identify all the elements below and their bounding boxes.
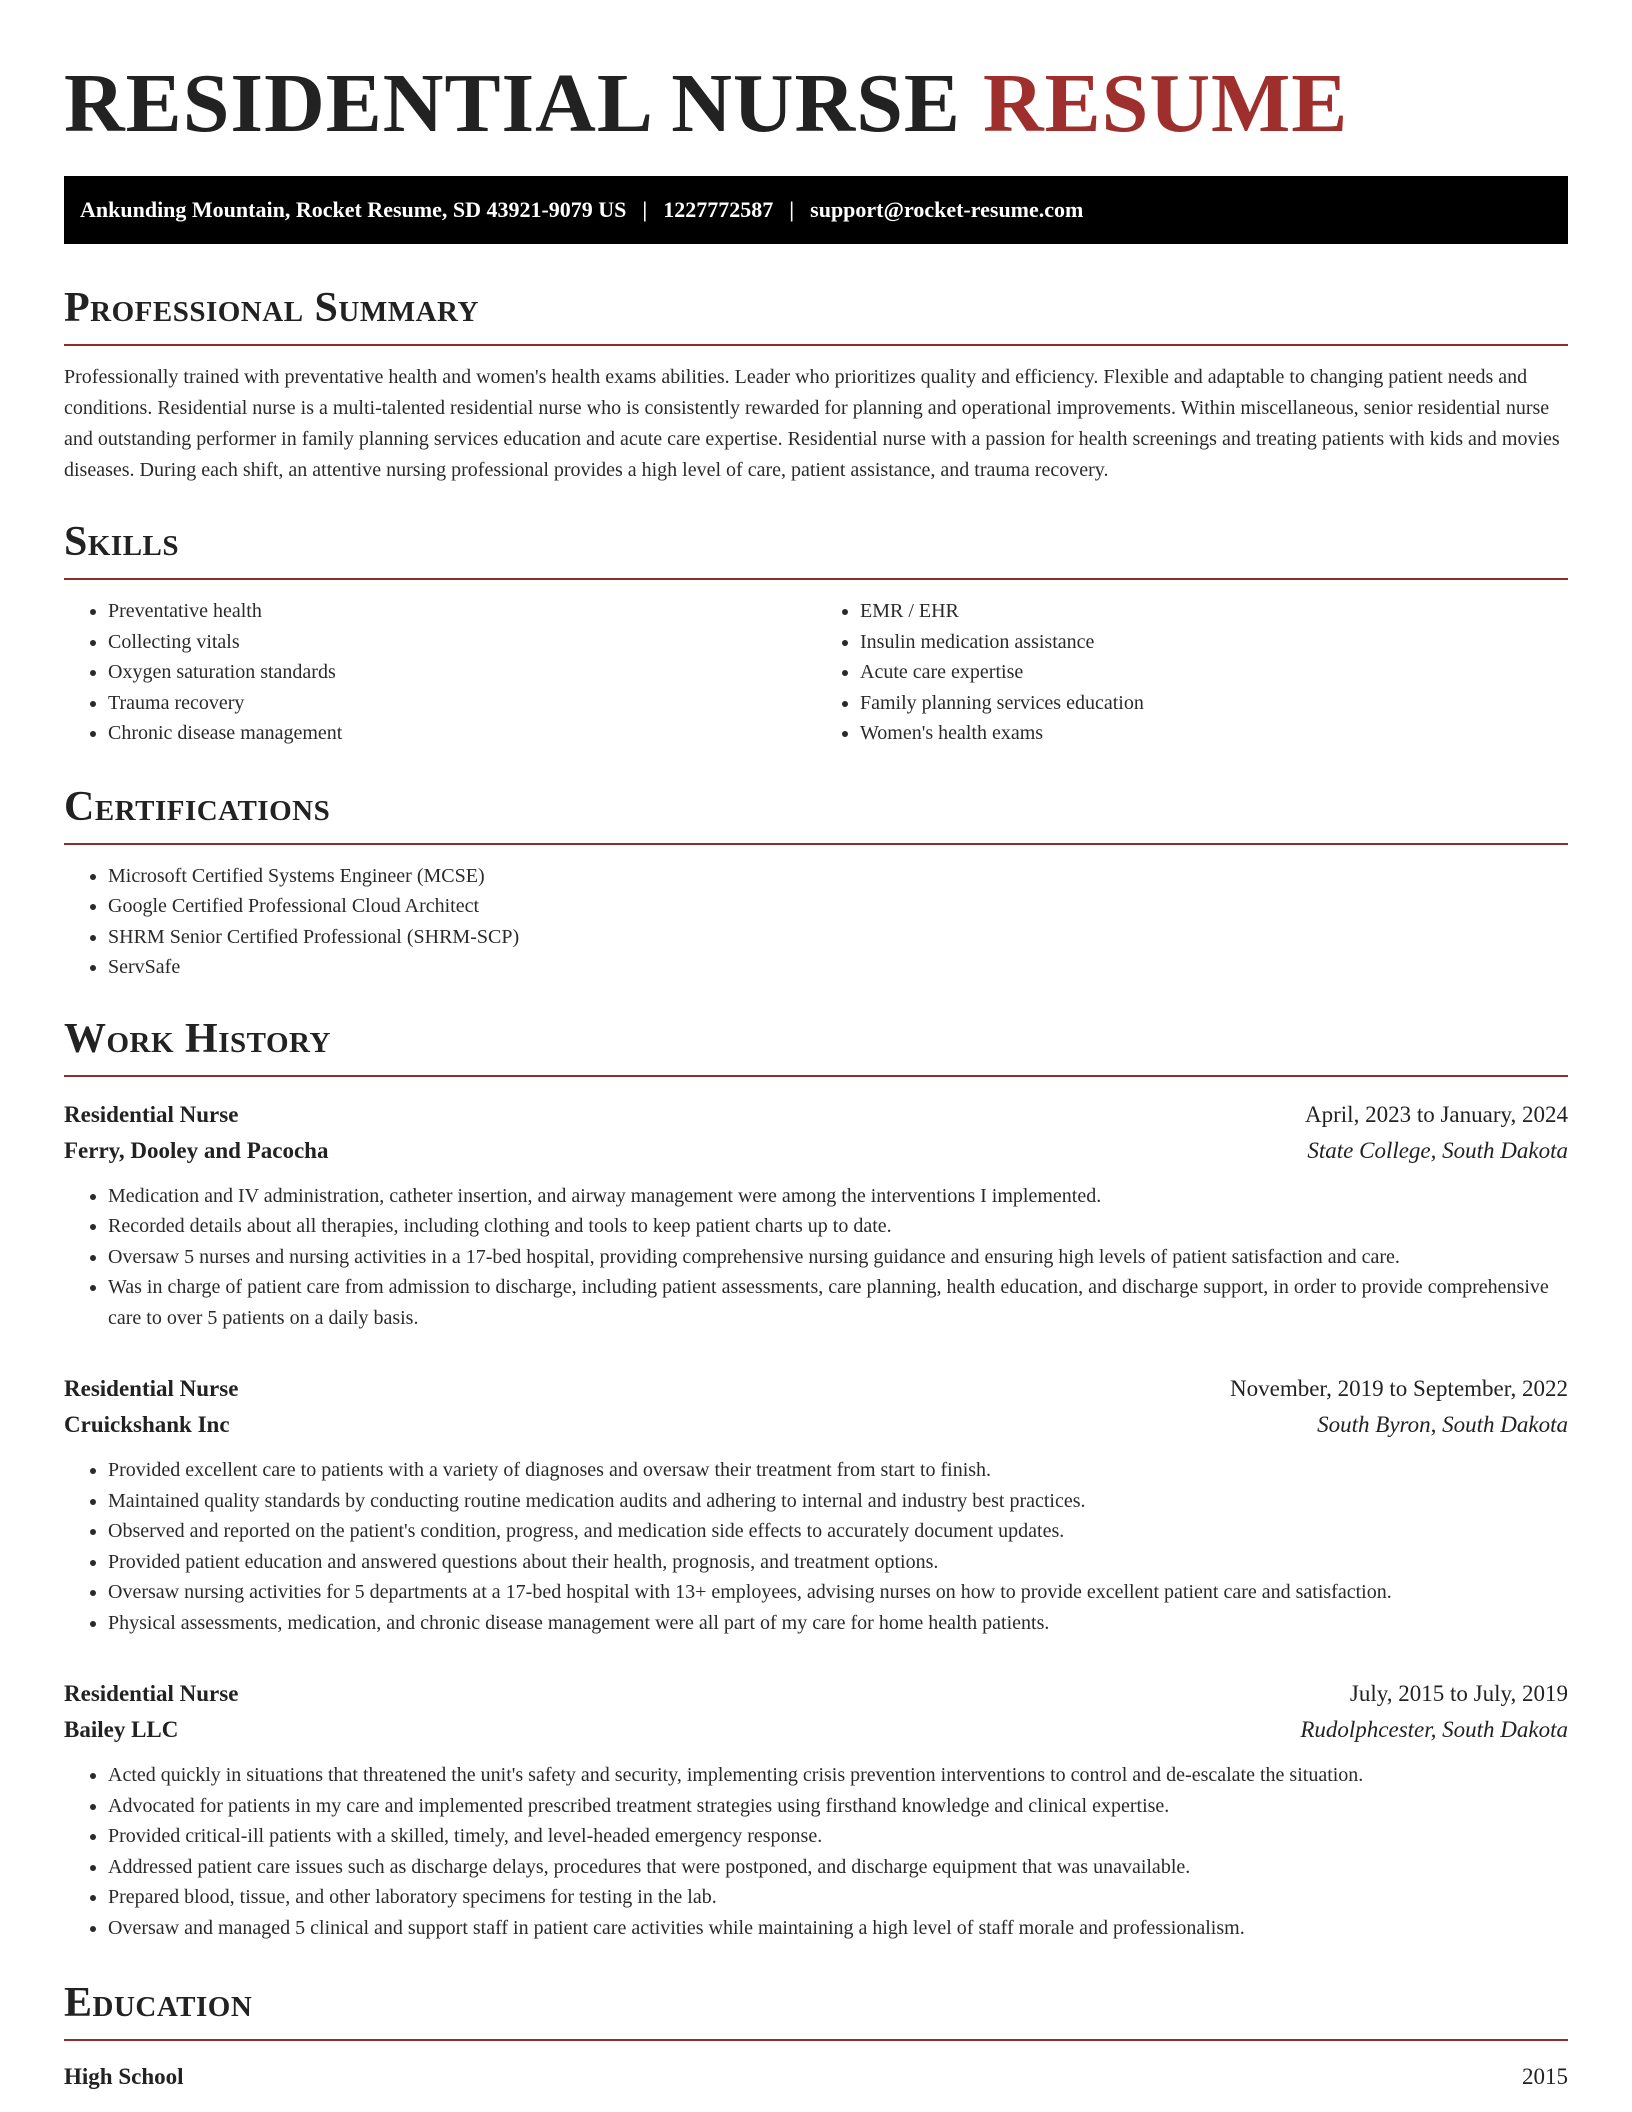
job-bullets [64,1760,1568,1943]
job-bullet: • Advocated for patients in my care and implemented prescribed treatment strategies using firsthand knowledge and clinical expertise. [108,1791,1568,1822]
certification-item: • Microsoft Certified Systems Engineer (MCSE) [108,861,1568,892]
certifications-list [64,861,1568,983]
job-bullet: • Medication and IV administration, catheter insertion, and airway management were among the interventions I implemented. [108,1181,1568,1212]
job-title: Residential Nurse [64,1376,239,1401]
summary-section [64,282,1568,486]
education-heading: Education [64,1977,1568,2041]
certifications-heading: Certifications [64,781,1568,845]
skills-heading: Skills [64,516,1568,580]
job-header-row [64,1371,1568,1407]
skill-item: • Collecting vitals [108,627,816,658]
job-company: Cruickshank Inc [64,1412,230,1437]
job-location: Rudolphcester, South Dakota [1300,1717,1568,1742]
skills-columns [64,596,1568,749]
contact-bar [64,176,1568,244]
skills-section [64,516,1568,749]
contact-email: support@rocket-resume.com [810,197,1084,222]
job-title: Residential Nurse [64,1681,239,1706]
certification-item: • Google Certified Professional Cloud Architect [108,891,1568,922]
job-dates: April, 2023 to January, 2024 [1305,1101,1568,1127]
job-bullet: • Was in charge of patient care from admission to discharge, including patient assessments, care planning, health education, and discharge support, in order to provide comprehensive care to over 5 patients on a daily basis. [108,1272,1568,1333]
job-bullet: • Oversaw nursing activities for 5 departments at a 17-bed hospital with 13+ employees, advising nurses on how to provide excellent patient care and satisfaction. [108,1577,1568,1608]
job-bullet: • Provided critical-ill patients with a skilled, timely, and level-headed emergency response. [108,1821,1568,1852]
job-bullet: • Provided excellent care to patients with a variety of diagnoses and oversaw their treatment from start to finish. [108,1455,1568,1486]
job-bullet: • Maintained quality standards by conducting routine medication audits and adhering to internal and industry best practices. [108,1486,1568,1517]
job-bullet: • Recorded details about all therapies, including clothing and tools to keep patient charts up to date. [108,1211,1568,1242]
job-location: South Byron, South Dakota [1317,1412,1568,1437]
certifications-section [64,781,1568,983]
resume-title-main: RESIDENTIAL NURSE [64,57,961,150]
job-company: Bailey LLC [64,1717,179,1742]
contact-phone: 1227772587 [663,197,774,222]
job-company-row [64,1407,1568,1443]
job-header-row [64,1097,1568,1133]
skill-item: • Women's health exams [860,718,1568,749]
skill-item: • Family planning services education [860,688,1568,719]
job-company-row [64,1133,1568,1169]
job-bullet: • Provided patient education and answered questions about their health, prognosis, and treatment options. [108,1547,1568,1578]
job-bullet: • Physical assessments, medication, and chronic disease management were all part of my care for home health patients. [108,1608,1568,1639]
job-bullet: • Acted quickly in situations that threatened the unit's safety and security, implementing crisis prevention interventions to control and de-escalate the situation. [108,1760,1568,1791]
job-location: State College, South Dakota [1307,1137,1568,1163]
education-degree: High School [64,2064,184,2089]
job-bullet: • Oversaw 5 nurses and nursing activities in a 17-bed hospital, providing comprehensive nursing guidance and ensuring high levels of patient satisfaction and care. [108,1242,1568,1273]
job-bullet: • Oversaw and managed 5 clinical and support staff in patient care activities while maintaining a high level of staff morale and professionalism. [108,1913,1568,1944]
job-dates: July, 2015 to July, 2019 [1349,1681,1568,1706]
education-section [64,1977,1568,2095]
job-title: Residential Nurse [64,1101,239,1127]
summary-text: Professionally trained with preventative health and women's health exams abilities. Leader who prioritizes quality and efficiency. Flexible and adaptable to changing patient needs and conditions. Residential nurse is a multi-talented residential nurse who is consistently rewarded for planning and operational improvements. Within miscellaneous, senior residential nurse and outstanding performer in family planning services education and acute care expertise. Residential nurse with a passion for health screenings and treating patients with kids and movies diseases. During each shift, an attentive nursing professional provides a high level of care, patient assistance, and trauma recovery. [64,366,1560,481]
skill-item: • Trauma recovery [108,688,816,719]
education-header-row [64,2059,1568,2095]
education-year: 2015 [1522,2064,1568,2089]
skill-item: • Insulin medication assistance [860,627,1568,658]
job-company-row [64,1712,1568,1748]
job-entry [64,1097,1568,1334]
education-entry [64,2059,1568,2095]
skill-item: • Acute care expertise [860,657,1568,688]
skills-list-right [816,596,1568,749]
job-entry [64,1676,1568,1943]
job-bullets [64,1455,1568,1638]
job-bullets [64,1181,1568,1334]
contact-separator: | [642,197,648,222]
summary-heading: Professional Summary [64,282,1568,346]
job-bullet: • Addressed patient care issues such as discharge delays, procedures that were postponed, and discharge equipment that was unavailable. [108,1852,1568,1883]
job-dates: November, 2019 to September, 2022 [1230,1376,1568,1401]
contact-separator: | [789,197,795,222]
resume-title-accent: RESUME [982,57,1349,150]
certification-item: • SHRM Senior Certified Professional (SHRM-SCP) [108,922,1568,953]
job-entry [64,1371,1568,1638]
job-bullet: • Prepared blood, tissue, and other laboratory specimens for testing in the lab. [108,1882,1568,1913]
work-history-section [64,1013,1568,1944]
job-header-row [64,1676,1568,1712]
skill-item: • Chronic disease management [108,718,816,749]
skill-item: • Oxygen saturation standards [108,657,816,688]
resume-title [64,0,1568,152]
skills-list-left [64,596,816,749]
job-bullet: • Observed and reported on the patient's condition, progress, and medication side effects to accurately document updates. [108,1516,1568,1547]
contact-address: Ankunding Mountain, Rocket Resume, SD 43921-9079 US [80,197,627,222]
skill-item: • EMR / EHR [860,596,1568,627]
work-history-heading: Work History [64,1013,1568,1077]
certification-item: • ServSafe [108,952,1568,983]
skill-item: • Preventative health [108,596,816,627]
job-company: Ferry, Dooley and Pacocha [64,1137,329,1163]
